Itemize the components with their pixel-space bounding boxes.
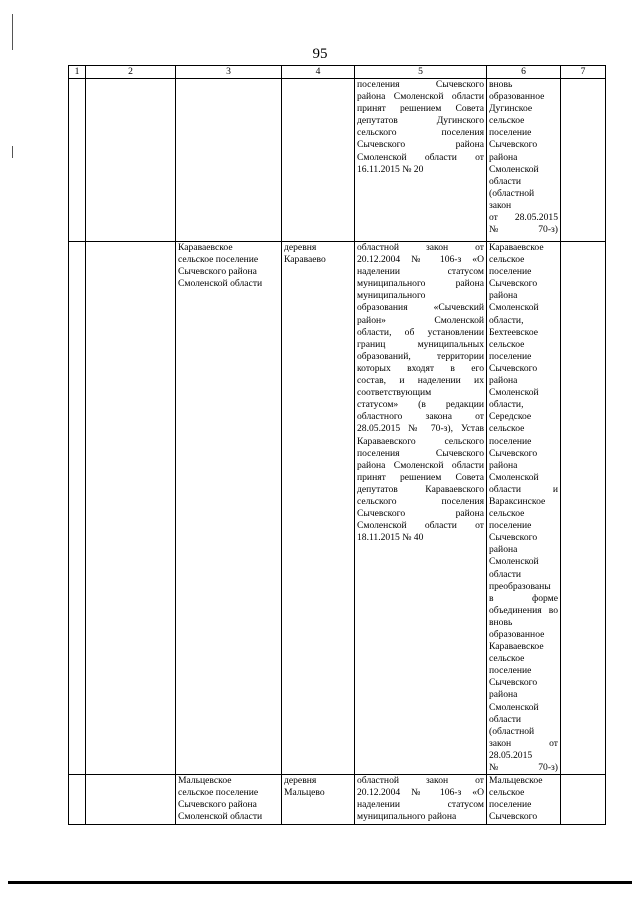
cell-text-line: поселение — [489, 435, 532, 447]
cell-text-line: района Смоленской области — [357, 91, 484, 103]
page-number: 95 — [312, 46, 328, 62]
cell-text-line: наделении статусом — [357, 799, 484, 811]
header-cell-1: 1 — [69, 66, 86, 79]
cell-text-line: района Смоленской области — [357, 459, 484, 471]
cell-text-line: Смоленской области от — [357, 520, 484, 532]
cell-text-line: состав, и наделении их — [357, 375, 484, 387]
cell-admin-center — [282, 79, 355, 242]
cell-text-line: депутатов Дугинского — [357, 115, 484, 127]
bottom-rule — [8, 881, 632, 884]
cell-legal-basis — [355, 242, 487, 775]
cell-text-line: район» Смоленской — [357, 314, 484, 326]
cell-text-line: областной закон от — [357, 775, 484, 787]
cell-col2 — [86, 775, 176, 824]
header-cell-5: 5 — [355, 66, 487, 79]
cell-col7 — [561, 775, 606, 824]
cell-text-line: Дугинское — [489, 103, 533, 115]
cell-text-line: сельское — [489, 787, 525, 799]
cell-text-line: Вараксинское — [489, 495, 546, 507]
cell-text-line: района — [489, 290, 518, 302]
cell-text-line: области, — [489, 314, 524, 326]
cell-text-line: областной закон от — [357, 242, 484, 253]
cell-text-line: сельского поселения — [357, 495, 484, 507]
cell-text-line: депутатов Караваевского — [357, 483, 484, 495]
margin-mark-bottom — [12, 146, 13, 158]
cell-text-line: Бехтеевское — [489, 326, 538, 338]
cell-text-line: Смоленской — [489, 701, 539, 713]
cell-col2 — [86, 242, 176, 775]
cell-text-line: поселение — [489, 127, 532, 139]
header-cell-2: 2 — [86, 66, 176, 79]
cell-text-line: образования «Сычевский — [357, 302, 484, 314]
cell-text-line: района — [489, 151, 518, 163]
table-row — [69, 775, 606, 824]
cell-text-line: (областной — [489, 187, 535, 199]
table-row — [69, 242, 606, 775]
cell-text-line: Смоленской — [489, 163, 539, 175]
cell-text-line: закон от — [489, 737, 558, 749]
cell-text-line: поселение — [489, 350, 532, 362]
cell-text-line: Караваевское — [489, 242, 544, 253]
cell-text-line: Сычевского — [489, 278, 538, 290]
cell-number — [69, 775, 86, 824]
cell-text-line: от 28.05.2015 — [489, 212, 558, 224]
cell-status-note — [487, 775, 561, 824]
cell-text-line: Караваевское — [178, 242, 233, 253]
cell-text-line: области, — [489, 399, 524, 411]
cell-text-line: наделении статусом — [357, 266, 484, 278]
cell-text-line: сельское — [489, 653, 525, 665]
cell-text-line: области, об установлении — [357, 326, 484, 338]
cell-text-line: сельское — [489, 338, 525, 350]
cell-text-line: Смоленской — [489, 387, 539, 399]
cell-text-line: Смоленской области — [178, 811, 263, 823]
cell-admin-center — [282, 242, 355, 775]
header-cell-3: 3 — [176, 66, 282, 79]
cell-text-line: муниципального района — [357, 811, 457, 823]
cell-text-line: поселение — [489, 665, 532, 677]
cell-settlement-name — [176, 79, 282, 242]
cell-text-line: 16.11.2015 № 20 — [357, 163, 424, 175]
cell-text-line: района — [489, 544, 518, 556]
cell-text-line: Сычевского района — [357, 139, 484, 151]
cell-text-line: № 70-з) — [489, 762, 558, 774]
cell-text-line: Сычевского района — [178, 266, 257, 278]
cell-text-line: Мальцево — [284, 787, 325, 799]
cell-text-line: Сычевского — [489, 139, 538, 151]
cell-text-line: области — [489, 175, 522, 187]
cell-text-line: Караваево — [284, 254, 326, 266]
cell-text-line: Сычевского района — [178, 799, 257, 811]
cell-col7 — [561, 242, 606, 775]
cell-text-line: области — [489, 713, 522, 725]
cell-text-line: образованное — [489, 91, 545, 103]
cell-text-line: Мальцевское — [178, 775, 232, 787]
cell-text-line: Сычевского — [489, 677, 538, 689]
cell-text-line: образованное — [489, 629, 545, 640]
cell-number — [69, 79, 86, 242]
cell-settlement-name — [176, 242, 282, 775]
cell-text-line: преобразованы — [489, 580, 551, 592]
margin-mark-top — [12, 14, 13, 50]
cell-text-line: Смоленской — [489, 302, 539, 314]
cell-text-line: статусом» (в редакции — [357, 399, 484, 411]
table-row — [69, 79, 606, 242]
cell-text-line: образований, территории — [357, 350, 484, 362]
cell-text-line: поселение — [489, 520, 532, 532]
cell-text-line: Сычевского — [489, 532, 538, 544]
table-header-row — [69, 66, 606, 79]
cell-text-line: района — [489, 689, 518, 701]
cell-text-line: района — [489, 375, 518, 387]
cell-text-line: вновь — [489, 79, 513, 90]
cell-text-line: границ муниципальных — [357, 338, 484, 350]
cell-text-line: сельское поселение — [178, 254, 259, 266]
cell-text-line: поселения Сычевского — [357, 447, 484, 459]
cell-text-line: принят решением Совета — [357, 471, 484, 483]
cell-text-line: сельское поселение — [178, 787, 259, 799]
cell-text-line: сельское — [489, 254, 525, 266]
cell-text-line: Сычевского — [489, 362, 538, 374]
cell-admin-center — [282, 775, 355, 824]
cell-text-line: сельское — [489, 508, 525, 520]
cell-text-line: области и — [489, 483, 558, 495]
header-cell-7: 7 — [561, 66, 606, 79]
cell-text-line: соответствующим — [357, 387, 432, 399]
cell-text-line: закон — [489, 199, 512, 211]
cell-text-line: поселение — [489, 799, 532, 811]
cell-col2 — [86, 79, 176, 242]
cell-text-line: сельское — [489, 115, 525, 127]
cell-text-line: 20.12.2004 № 106-з «О — [357, 787, 484, 799]
cell-text-line: Караваевского сельского — [357, 435, 484, 447]
cell-text-line: (областной — [489, 725, 535, 737]
cell-text-line: 28.05.2015 № 70-з), Устав — [357, 423, 484, 435]
header-cell-4: 4 — [282, 66, 355, 79]
cell-text-line: Сычевского — [489, 811, 538, 823]
document-table — [68, 65, 606, 825]
cell-text-line: областного закона от — [357, 411, 484, 423]
cell-text-line: Смоленской — [489, 471, 539, 483]
cell-text-line: сельское — [489, 423, 525, 435]
cell-text-line: объединения во — [489, 604, 558, 616]
cell-text-line: области — [489, 568, 522, 580]
cell-text-line: вновь — [489, 616, 513, 628]
cell-text-line: Караваевское — [489, 641, 544, 653]
cell-col7 — [561, 79, 606, 242]
cell-text-line: муниципального — [357, 290, 426, 302]
cell-text-line: 28.05.2015 — [489, 749, 533, 761]
cell-text-line: Смоленской области — [178, 278, 263, 290]
cell-text-line: которых входят в его — [357, 362, 484, 374]
cell-text-line: деревня — [284, 242, 317, 253]
cell-text-line: в форме — [489, 592, 558, 604]
cell-text-line: № 70-з) — [489, 224, 558, 236]
cell-legal-basis — [355, 775, 487, 824]
cell-status-note — [487, 242, 561, 775]
cell-text-line: деревня — [284, 775, 317, 787]
cell-text-line: 18.11.2015 № 40 — [357, 532, 424, 544]
cell-text-line: района — [489, 459, 518, 471]
cell-legal-basis — [355, 79, 487, 242]
cell-text-line: поселения Сычевского — [357, 79, 484, 90]
cell-text-line: Середское — [489, 411, 532, 423]
cell-text-line: Сычевского — [489, 447, 538, 459]
cell-status-note — [487, 79, 561, 242]
cell-text-line: 20.12.2004 № 106-з «О — [357, 254, 484, 266]
cell-text-line: Смоленской — [489, 556, 539, 568]
header-cell-6: 6 — [487, 66, 561, 79]
cell-text-line: Мальцевское — [489, 775, 543, 787]
cell-text-line: Сычевского района — [357, 508, 484, 520]
cell-text-line: Смоленской области от — [357, 151, 484, 163]
cell-number — [69, 242, 86, 775]
cell-text-line: принят решением Совета — [357, 103, 484, 115]
cell-text-line: муниципального района — [357, 278, 484, 290]
cell-text-line: поселение — [489, 266, 532, 278]
cell-settlement-name — [176, 775, 282, 824]
cell-text-line: сельского поселения — [357, 127, 484, 139]
